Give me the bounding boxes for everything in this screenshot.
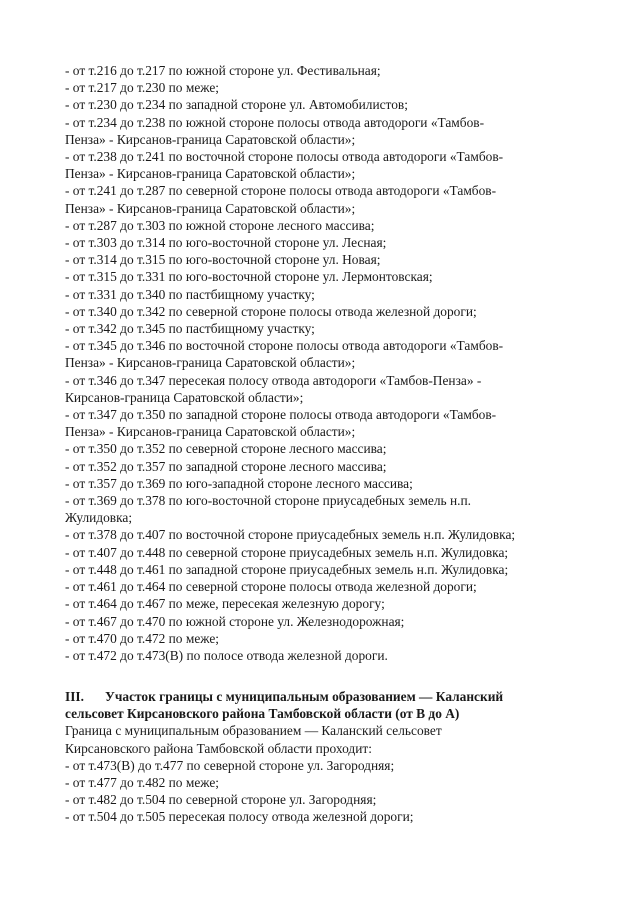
section-intro-line2: Кирсановского района Тамбовской области проходит: <box>65 740 372 756</box>
list-item: - от т.342 до т.345 по пастбищному участку; <box>65 321 315 337</box>
list-item: - от т.357 до т.369 по юго-западной стороне лесного массива; <box>65 475 413 491</box>
list-item: - от т.217 до т.230 по меже; <box>65 80 219 96</box>
list-item: - от т.369 до т.378 по юго-восточной стороне приусадебных земель н.п. <box>65 493 472 509</box>
section-three <box>65 688 590 826</box>
list-item: - от т.464 до т.467 по меже, пересекая железную дорогу; <box>65 596 385 612</box>
list-item: - от т.473(В) до т.477 по северной стороне ул. Загородняя; <box>65 757 395 773</box>
section-intro-line1: Граница с муниципальным образованием — Каланский сельсовет <box>65 723 442 739</box>
list-item-continuation: Кирсанов-граница Саратовской области»; <box>65 389 304 405</box>
list-item: - от т.345 до т.346 по восточной стороне полосы отвода автодороги «Тамбов- <box>65 338 504 354</box>
list-item: - от т.314 до т.315 по юго-восточной стороне ул. Новая; <box>65 252 381 268</box>
list-item-continuation: Пенза» - Кирсанов-граница Саратовской области»; <box>65 131 356 147</box>
section-heading <box>65 688 590 705</box>
list-item: - от т.470 до т.472 по меже; <box>65 630 219 646</box>
section-heading-line1: Участок границы с муниципальным образованием — Каланский <box>105 689 504 704</box>
list-item: - от т.472 до т.473(В) по полосе отвода железной дороги. <box>65 647 388 663</box>
list-item: - от т.331 до т.340 по пастбищному участку; <box>65 286 315 302</box>
list-item: - от т.238 до т.241 по восточной стороне полосы отвода автодороги «Тамбов- <box>65 149 504 165</box>
list-item-continuation: Пенза» - Кирсанов-граница Саратовской области»; <box>65 355 356 371</box>
list-item-continuation: Пенза» - Кирсанов-граница Саратовской области»; <box>65 200 356 216</box>
list-item-continuation: Пенза» - Кирсанов-граница Саратовской области»; <box>65 166 356 182</box>
list-item: - от т.461 до т.464 по северной стороне полосы отвода железной дороги; <box>65 579 477 595</box>
section-number: III. <box>65 689 84 704</box>
list-item-continuation: Пенза» - Кирсанов-граница Саратовской области»; <box>65 424 356 440</box>
list-item: - от т.216 до т.217 по южной стороне ул. Фестивальная; <box>65 63 381 78</box>
list-item: - от т.340 до т.342 по северной стороне полосы отвода железной дороги; <box>65 303 477 319</box>
list-item-continuation: Жулидовка; <box>65 510 133 526</box>
list-item: - от т.482 до т.504 по северной стороне ул. Загородняя; <box>65 792 377 808</box>
list-item: - от т.234 до т.238 по южной стороне полосы отвода автодороги «Тамбов- <box>65 114 485 130</box>
list-item: - от т.467 до т.470 по южной стороне ул. Железнодорожная; <box>65 613 405 629</box>
list-item: - от т.350 до т.352 по северной стороне лесного массива; <box>65 441 387 457</box>
list-item: - от т.378 до т.407 по восточной стороне приусадебных земель н.п. Жулидовка; <box>65 527 516 543</box>
section-heading-line2: сельсовет Кирсановского района Тамбовской области (от В до А) <box>65 706 460 722</box>
list-item: - от т.346 до т.347 пересекая полосу отвода автодороги «Тамбов-Пенза» - <box>65 372 482 388</box>
list-item: - от т.347 до т.350 по западной стороне полосы отвода автодороги «Тамбов- <box>65 407 497 423</box>
list-item: - от т.303 до т.314 по юго-восточной стороне ул. Лесная; <box>65 235 387 251</box>
list-item: - от т.241 до т.287 по северной стороне полосы отвода автодороги «Тамбов- <box>65 183 497 199</box>
list-item: - от т.477 до т.482 по меже; <box>65 775 219 791</box>
list-item: - от т.352 до т.357 по западной стороне лесного массива; <box>65 458 387 474</box>
list-item: - от т.287 до т.303 по южной стороне лесного массива; <box>65 217 375 233</box>
boundary-list <box>65 62 590 664</box>
list-item: - от т.230 до т.234 по западной стороне ул. Автомобилистов; <box>65 97 408 113</box>
list-item: - от т.504 до т.505 пересекая полосу отвода железной дороги; <box>65 809 414 825</box>
list-item: - от т.407 до т.448 по северной стороне приусадебных земель н.п. Жулидовка; <box>65 544 509 560</box>
list-item: - от т.448 до т.461 по западной стороне приусадебных земель н.п. Жулидовка; <box>65 561 509 577</box>
list-item: - от т.315 до т.331 по юго-восточной стороне ул. Лермонтовская; <box>65 269 433 285</box>
